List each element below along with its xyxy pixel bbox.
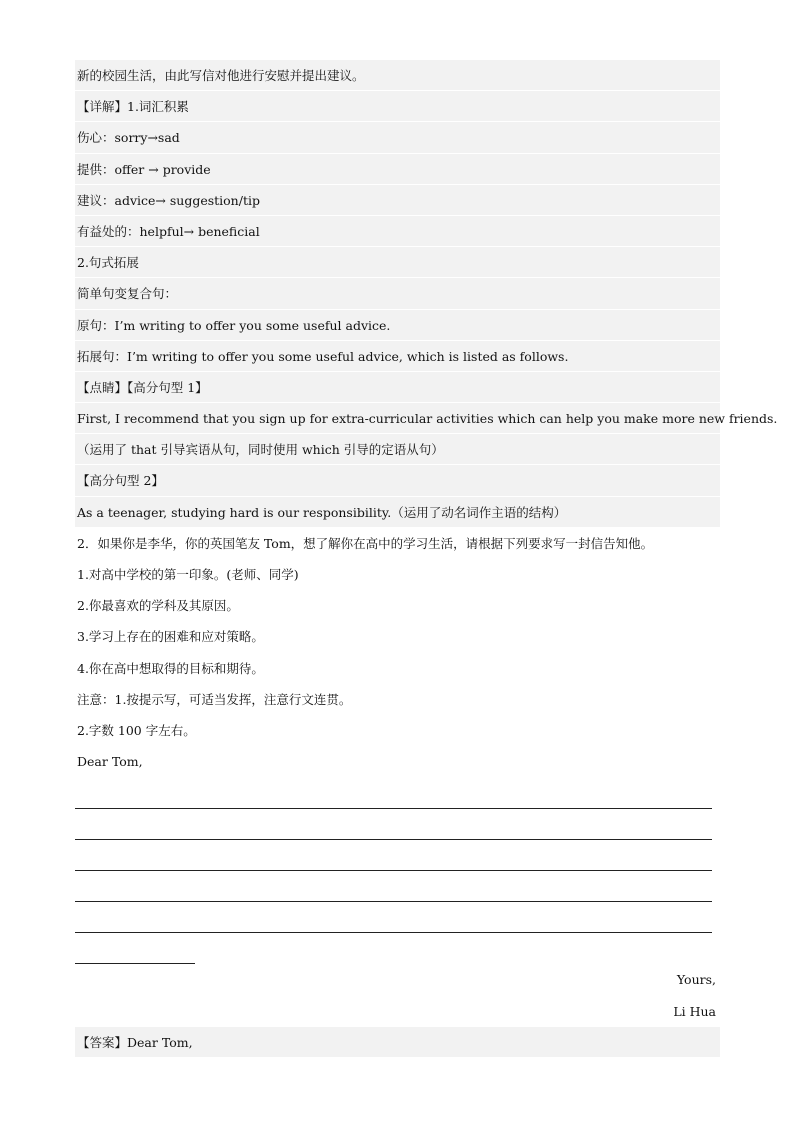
vocab-line: 有益处的：helpful→ beneficial — [75, 216, 720, 247]
requirement-item: 2.你最喜欢的学科及其原因。 — [77, 598, 239, 614]
answer-line[interactable] — [75, 777, 720, 808]
tip-heading: 【点睛】【高分句型 1】 — [75, 372, 720, 403]
answer-line-short[interactable] — [75, 933, 720, 964]
answer-line[interactable] — [75, 840, 720, 871]
example-sentence: First, I recommend that you sign up for extra-curricular activities which can help you make more new friends. — [75, 403, 720, 434]
requirement-item: 1.对高中学校的第一印象。(老师、同学) — [77, 567, 299, 582]
vocab-line: 提供：offer → provide — [75, 154, 720, 185]
letter-closing: Yours, — [676, 972, 716, 988]
text-line: 简单句变复合句： — [75, 278, 720, 309]
letter-greeting: Dear Tom, — [77, 754, 143, 770]
example-sentence: As a teenager, studying hard is our responsibility.（运用了动名词作主语的结构） — [75, 497, 720, 528]
section-heading: 2.句式拓展 — [75, 247, 720, 278]
vocab-line: 建议：advice→ suggestion/tip — [75, 185, 720, 216]
requirement-item: 4.你在高中想取得的目标和期待。 — [77, 660, 264, 676]
note-line: 注意：1.按提示写，可适当发挥，注意行文连贯。 — [77, 691, 352, 707]
original-sentence: 原句：I’m writing to offer you some useful advice. — [75, 310, 720, 341]
question-prompt: 2．如果你是李华，你的英国笔友 Tom，想了解你在高中的学习生活，请根据下列要求写一封信告知他。 — [77, 535, 654, 551]
document-page — [75, 60, 778, 1058]
detail-heading: 【详解】1.词汇积累 — [75, 91, 720, 122]
answer-heading: 【答案】Dear Tom, — [75, 1027, 720, 1058]
answer-line[interactable] — [75, 871, 720, 902]
expanded-sentence: 拓展句：I’m writing to offer you some useful advice, which is listed as follows. — [75, 341, 720, 372]
grammar-note: （运用了 that 引导宾语从句，同时使用 which 引导的定语从句） — [75, 434, 720, 465]
text-line: 新的校园生活，由此写信对他进行安慰并提出建议。 — [75, 60, 720, 91]
answer-line[interactable] — [75, 809, 720, 840]
answer-line[interactable] — [75, 902, 720, 933]
note-line: 2.字数 100 字左右。 — [77, 722, 196, 738]
sentence-pattern-heading: 【高分句型 2】 — [75, 465, 720, 496]
vocab-line: 伤心：sorry→sad — [75, 122, 720, 153]
requirement-item: 3.学习上存在的困难和应对策略。 — [77, 629, 264, 645]
letter-signature: Li Hua — [673, 1003, 716, 1019]
